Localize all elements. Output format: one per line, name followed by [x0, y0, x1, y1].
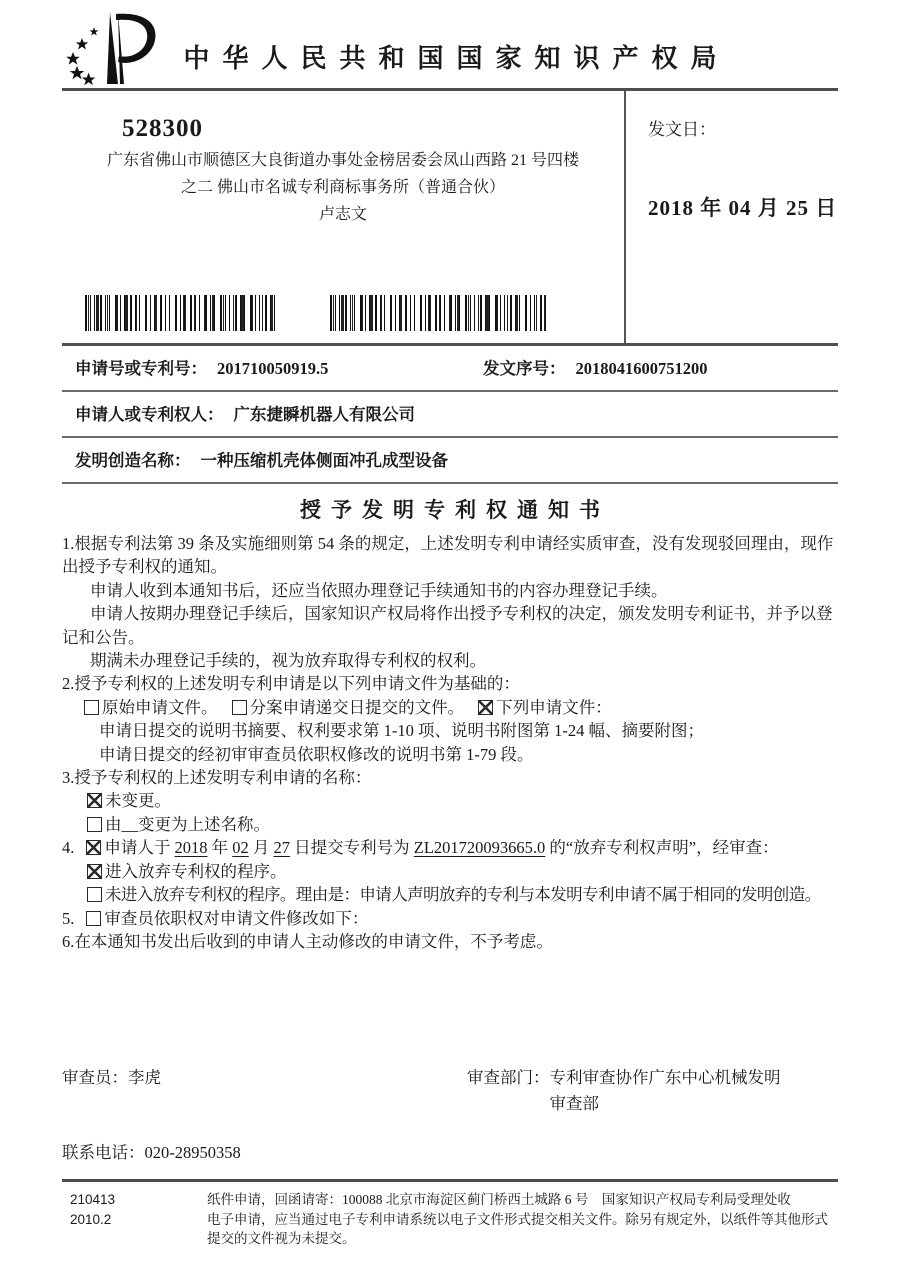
- serial-number-value: 2018041600751200: [575, 359, 708, 378]
- footer-notes: [62, 1190, 838, 1249]
- address-dispatch-panel: [62, 91, 838, 343]
- checkbox-name-changed: [87, 817, 102, 832]
- divider: [62, 1179, 838, 1182]
- item4-number: 4.: [62, 838, 75, 858]
- applicant-label: 申请人或专利权人：: [75, 405, 224, 424]
- applicant-value: 广东捷瞬机器人有限公司: [233, 405, 415, 424]
- option-following-documents-label: 下列申请文件：: [496, 697, 612, 717]
- postal-code: 528300: [122, 115, 203, 142]
- department-name: 专利审查协作广东中心机械发明审查部: [549, 1068, 781, 1114]
- option-original-documents-label: 原始申请文件。: [102, 697, 218, 717]
- checkbox-divisional-filing-documents: [232, 700, 247, 715]
- notice-title: 授予发明专利权通知书: [300, 498, 610, 522]
- item5-row: [62, 907, 838, 930]
- checkbox-abandon-procedure-not-entered: [87, 887, 102, 902]
- invention-title-row: [62, 438, 838, 484]
- option-divisional-filing-label: 分案申请递交日提交的文件。: [249, 697, 465, 717]
- department-row: [467, 1065, 838, 1117]
- checkbox-abandon-declaration: [86, 840, 101, 855]
- item4-text: 的“放弃专利权声明”，经审查：: [545, 838, 779, 858]
- phone-row: [62, 1139, 838, 1163]
- recipient-name: 卢志文: [318, 206, 367, 223]
- item1-paragraph-1: 1.根据专利法第 39 条及实施细则第 54 条的规定，上述发明专利申请经实质审查，没有发现驳回理由，现作出授予专利权的通知。: [62, 534, 834, 577]
- department-label: 审查部门：: [467, 1068, 550, 1088]
- address-line-2: 之二 佛山市名诚专利商标事务所（普通合伙）: [180, 179, 505, 196]
- item4-text: 月: [248, 838, 274, 858]
- footer-electronic-filing-note: 电子申请，应当通过电子专利申请系统以电子文件形式提交相关文件。除另有规定外，以纸件等其他形式提交的文件视为未提交。: [207, 1211, 828, 1247]
- form-code-edition: 2010.2: [70, 1211, 112, 1227]
- item4-year-underlined: 2018: [174, 838, 208, 858]
- item3-heading: 3.授予专利权的上述发明专利申请的名称：: [62, 768, 372, 788]
- form-code: 210413: [70, 1192, 116, 1208]
- serial-number-label: 发文序号：: [483, 359, 566, 378]
- invention-title-label: 发明创造名称：: [75, 451, 191, 470]
- item1-paragraph-4: 期满未办理登记手续的，视为放弃取得专利权的权利。: [90, 651, 486, 671]
- item2-subline-2: 申请日提交的经初审审查员依职权修改的说明书第 1-79 段。: [99, 744, 534, 764]
- item4-day-underlined: 27: [273, 838, 290, 858]
- option-name-changed-label: 由__变更为上述名称。: [105, 814, 270, 834]
- notice-body: [62, 532, 838, 953]
- checkbox-examiner-amendments: [86, 911, 101, 926]
- applicant-row: [62, 392, 838, 438]
- item4-text: 日提交专利号为: [290, 838, 414, 858]
- barcode-right: [330, 295, 546, 331]
- footer-paper-filing-note: 纸件申请，回函请寄：100088 北京市海淀区蓟门桥西土城路 6 号 国家知识产权局专利局受理处收: [207, 1192, 791, 1208]
- item4-patent-number-underlined: ZL201720093665.0: [413, 838, 546, 858]
- address-line-1: 广东省佛山市顺德区大良街道办事处金榜居委会凤山西路 21 号四楼: [106, 152, 579, 169]
- item4-option-not-entered: [62, 883, 838, 906]
- option-name-unchanged-label: 未变更。: [105, 791, 171, 811]
- phone-number: 020-28950358: [144, 1143, 241, 1163]
- item2-heading: 2.授予专利权的上述发明专利申请是以下列申请文件为基础的：: [62, 674, 520, 694]
- item2-options-row: [62, 696, 838, 719]
- item1-paragraph-3: 申请人按期办理登记手续后，国家知识产权局将作出授予专利权的决定，颁发发明专利证书，并予以登记和公告。: [62, 604, 833, 647]
- checkbox-following-documents: [478, 700, 493, 715]
- checkbox-abandon-procedure-entered: [87, 864, 102, 879]
- item6-paragraph: 6.在本通知书发出后收到的申请人主动修改的申请文件，不予考虑。: [62, 931, 553, 951]
- item4-text: 年: [207, 838, 233, 858]
- dispatch-date-label: 发文日：: [648, 120, 716, 139]
- examiner-name: 李虎: [128, 1068, 161, 1088]
- item4-heading: [62, 836, 838, 859]
- option-abandon-not-entered-label: 未进入放弃专利权的程序。理由是：申请人声明放弃的专利与本发明专利申请不属于相同的发明创造。: [105, 885, 821, 905]
- item3-option-changed: [62, 813, 838, 836]
- item4-option-entered: [62, 860, 838, 883]
- item4-text: 申请人于: [104, 838, 175, 858]
- examiner-row: [62, 1065, 467, 1117]
- application-number-row: [62, 346, 838, 392]
- item1-paragraph-2: 申请人收到本通知书后，还应当依照办理登记手续通知书的内容办理登记手续。: [90, 580, 668, 600]
- signature-block: [62, 1065, 838, 1117]
- item3-option-unchanged: [62, 789, 838, 812]
- phone-label: 联系电话：: [62, 1143, 145, 1163]
- dispatch-date-block: [624, 91, 838, 343]
- application-number-label: 申请号或专利号：: [75, 359, 207, 378]
- document-header: [0, 0, 900, 88]
- mailing-block: [62, 91, 624, 343]
- examiner-label: 审查员：: [62, 1068, 128, 1088]
- item2-subline-1: 申请日提交的说明书摘要、权利要求第 1-10 项、说明书附图第 1-24 幅、摘要附图；: [99, 721, 704, 741]
- item5-number: 5.: [62, 908, 75, 928]
- checkbox-original-documents: [84, 700, 99, 715]
- item5-label: 审查员依职权对申请文件修改如下：: [104, 908, 369, 928]
- application-number-value: 201710050919.5: [217, 359, 329, 378]
- agency-title: 中华人民共和国国家知识产权局: [183, 44, 730, 73]
- invention-title-value: 一种压缩机壳体侧面冲孔成型设备: [200, 451, 448, 470]
- barcode-left: [85, 295, 275, 331]
- option-abandon-entered-label: 进入放弃专利权的程序。: [105, 861, 287, 881]
- dispatch-date-value: 2018 年 04 月 25 日: [648, 196, 838, 220]
- checkbox-name-unchanged: [87, 793, 102, 808]
- cnipa-emblem-icon: [58, 8, 176, 88]
- item4-month-underlined: 02: [232, 838, 249, 858]
